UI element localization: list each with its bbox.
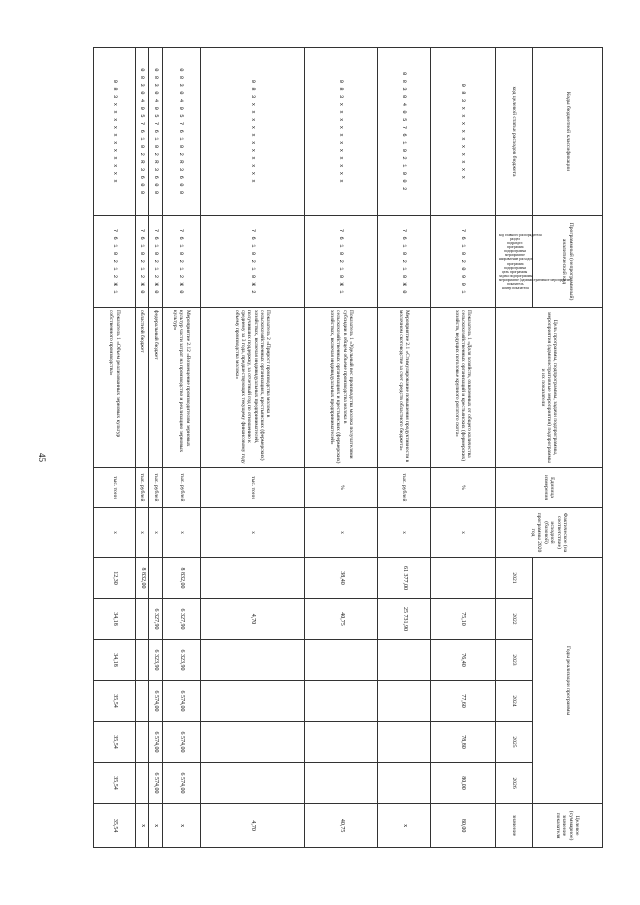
row-base: x	[135, 508, 149, 558]
year-value	[149, 558, 163, 599]
page-number: 45	[37, 453, 47, 462]
year-value: 78,80	[430, 722, 495, 763]
target-value: 40,75	[305, 804, 378, 848]
year-value: 6 327,90	[163, 599, 201, 640]
code-column-label: программа	[506, 261, 524, 266]
year-value: 38,40	[305, 558, 378, 599]
budget-code: 0 8 3 x x x x x x x x x x x	[94, 48, 136, 216]
code-column-label: подпрограмма	[504, 249, 526, 254]
year-value	[378, 681, 430, 722]
year-value: 12,30	[94, 558, 136, 599]
year-value	[378, 640, 430, 681]
row-unit: %	[430, 468, 495, 508]
code-column-label: номер показателя	[501, 286, 529, 291]
code-column-label: показатель	[506, 282, 524, 287]
year-value	[200, 640, 305, 681]
year-value	[378, 763, 430, 804]
table-row	[430, 48, 495, 848]
budget-code: 0 8 3 x x x x x x x x x x x	[200, 48, 305, 216]
year-value	[305, 722, 378, 763]
row-base: x	[149, 508, 163, 558]
budget-code: 0 8 3 0 4 0 5 7 6 1 0 2 R 3 6 0 0	[163, 48, 201, 216]
year-value: 4,70	[200, 599, 305, 640]
row-name: Показатель 1 «Удельный вес производства молока получателями субсидии в общем объеме производства молока в сельскохозяйственных организациях и крестьянских (фермерских) хозяйствах, включая индивидуальных предпринимателей»	[305, 308, 378, 468]
row-unit: тыс. рублей	[163, 468, 201, 508]
code-column-label: программа	[506, 245, 524, 249]
year-value	[135, 681, 149, 722]
program-code: 7 6 1 0 2 1 0 Ж 1	[305, 216, 378, 308]
year-value	[305, 763, 378, 804]
table-row	[135, 48, 149, 848]
year-header: 2023	[495, 640, 532, 681]
code-column-label: мероприятие (административное мероприятие)	[499, 278, 572, 282]
row-name: федеральный бюджет	[149, 308, 163, 468]
year-value: 6 574,00	[149, 722, 163, 763]
code-column-label: подпрограмма	[504, 265, 526, 270]
rotated-table-container	[93, 47, 603, 847]
code-column-label: мероприятие	[505, 253, 525, 258]
year-header: 2022	[495, 599, 532, 640]
row-name: Мероприятие 2.1 «Стимулирование повышения продуктивности в молочном скотоводстве за счет средств областного бюджета»	[378, 308, 430, 468]
code-column-label: подраздел	[507, 240, 523, 245]
header-expense-sub: код целевой статьи расходов бюджета	[495, 48, 532, 216]
year-header: 2026	[495, 763, 532, 804]
year-value	[430, 558, 495, 599]
target-value: x	[163, 804, 201, 848]
year-header: 2025	[495, 722, 532, 763]
row-name: областной бюджет	[135, 308, 149, 468]
program-code: 7 6 1 0 2 0 9 0 1	[430, 216, 495, 308]
row-unit: тыс. рублей	[378, 468, 430, 508]
target-value: 80,00	[430, 804, 495, 848]
row-name: Мероприятие 2.12 «Возмещение производителям зерновых культур части затрат на производство и реализацию зерновых культур»	[163, 308, 201, 468]
year-value: 6 574,00	[163, 722, 201, 763]
row-name: Показатель 2 «Прирост производства молока в сельскохозяйственных организациях, крестьянских (фермерских) хозяйствах, включая индивидуальных предпринимателей, получивших поддержку, за отчетный год по отношению к среднему за 3 года, предшествующих текущему финансовому году объему производства молока»	[200, 308, 305, 468]
header-budget-code: Коды бюджетной классификации	[533, 48, 603, 216]
budget-code: 0 8 3 x x x x x x x x x x	[430, 48, 495, 216]
table-row	[200, 48, 305, 848]
year-value: 75,10	[430, 599, 495, 640]
program-code: 7 6 1 0 2 1 0 Ж 0	[378, 216, 430, 308]
year-value: 35,54	[94, 763, 136, 804]
header-base-value: Фактическое (на соответствие) исходной (базовой) программы 2020 год	[495, 508, 602, 558]
header-target: Целевое (суммарное) значение показателя	[533, 804, 603, 848]
header-years-group: Годы реализации программы	[533, 558, 603, 804]
row-unit: тыс. рублей	[149, 468, 163, 508]
header-unit: Единица измерения	[495, 468, 602, 508]
header-name: Цель программы, подпрограммы, задачи подпрограммы, мероприятия (административные мероприятия) подпрограммы и их показатели	[495, 308, 602, 468]
row-unit: %	[305, 468, 378, 508]
year-value: 34,18	[94, 640, 136, 681]
year-value	[135, 722, 149, 763]
year-value	[200, 558, 305, 599]
target-value: x	[135, 804, 149, 848]
year-value: 6 574,00	[149, 681, 163, 722]
header-program-code: Программный (непрограммный) аналитический код	[533, 216, 603, 308]
year-value	[135, 763, 149, 804]
row-base: x	[94, 508, 136, 558]
header-target-sub: значение	[495, 804, 532, 848]
year-value: 8 832,00	[163, 558, 201, 599]
year-value: 76,40	[430, 640, 495, 681]
code-column-label: цель программы	[502, 269, 528, 274]
table-row	[378, 48, 430, 848]
code-column-label: код главного распорядителя	[499, 232, 542, 237]
table-row	[305, 48, 378, 848]
code-column-label: направление расходов	[499, 257, 533, 262]
target-value: x	[149, 804, 163, 848]
program-code: 7 6 1 0 2 1 2 Ж 1	[94, 216, 136, 308]
year-value	[200, 681, 305, 722]
year-value: 6 574,00	[163, 681, 201, 722]
year-value: 35,54	[94, 681, 136, 722]
target-value: 35,54	[94, 804, 136, 848]
year-value: 80,00	[430, 763, 495, 804]
program-table	[93, 47, 603, 848]
year-value	[200, 763, 305, 804]
year-header: 2024	[495, 681, 532, 722]
year-value: 34,18	[94, 599, 136, 640]
year-value	[305, 640, 378, 681]
year-value: 6 323,90	[149, 640, 163, 681]
code-column-label: раздел	[510, 236, 520, 241]
year-value: 8 832,00	[135, 558, 149, 599]
year-value: 25 731,90	[378, 599, 430, 640]
year-value: 77,60	[430, 681, 495, 722]
row-base: x	[430, 508, 495, 558]
row-unit: тыс. тонн	[200, 468, 305, 508]
year-value: 6 327,90	[149, 599, 163, 640]
target-value: 4,70	[200, 804, 305, 848]
program-code: 7 6 1 0 2 1 2 Ж 0	[135, 216, 149, 308]
row-base: x	[378, 508, 430, 558]
year-value	[135, 640, 149, 681]
year-header: 2021	[495, 558, 532, 599]
year-value	[378, 722, 430, 763]
year-value	[135, 599, 149, 640]
budget-code: 0 8 3 0 4 0 5 7 6 1 0 2 1 0 0 2	[378, 48, 430, 216]
year-value: 6 323,90	[163, 640, 201, 681]
row-unit: тыс. тонн	[94, 468, 136, 508]
row-base: x	[305, 508, 378, 558]
row-unit: тыс. рублей	[135, 468, 149, 508]
year-value: 6 574,00	[149, 763, 163, 804]
target-value: x	[378, 804, 430, 848]
year-value: 6 574,00	[163, 763, 201, 804]
budget-code: 0 8 3 0 4 0 5 7 6 1 0 2 R 3 6 0 0	[135, 48, 149, 216]
year-value: 61 377,00	[378, 558, 430, 599]
row-name: Показатель 1 «Объем реализованных зерновых культур собственного производства»	[94, 308, 136, 468]
year-value: 35,54	[94, 722, 136, 763]
program-code: 7 6 1 0 2 1 2 Ж 0	[149, 216, 163, 308]
budget-code: 0 8 3 0 4 0 5 7 6 1 0 2 R 3 6 0 0	[149, 48, 163, 216]
table-row	[163, 48, 201, 848]
row-base: x	[200, 508, 305, 558]
row-name: Показатель 1 «Доля хозяйств, охваченных от общего количества сельскохозяйственных организаций и крестьянских (фермерских) хозяйств, ведущих поголовье крупного рогатого скота»	[430, 308, 495, 468]
table-row	[94, 48, 136, 848]
year-value: 40,75	[305, 599, 378, 640]
program-code: 7 6 1 0 2 1 0 Ж 2	[200, 216, 305, 308]
row-base: x	[163, 508, 201, 558]
table-row	[149, 48, 163, 848]
code-column-label: задача подпрограммы	[499, 273, 533, 278]
year-value	[200, 722, 305, 763]
year-value	[305, 681, 378, 722]
program-code: 7 6 1 0 2 1 2 Ж 0	[163, 216, 201, 308]
budget-code: 0 8 3 x x x x x x x x x x x	[305, 48, 378, 216]
